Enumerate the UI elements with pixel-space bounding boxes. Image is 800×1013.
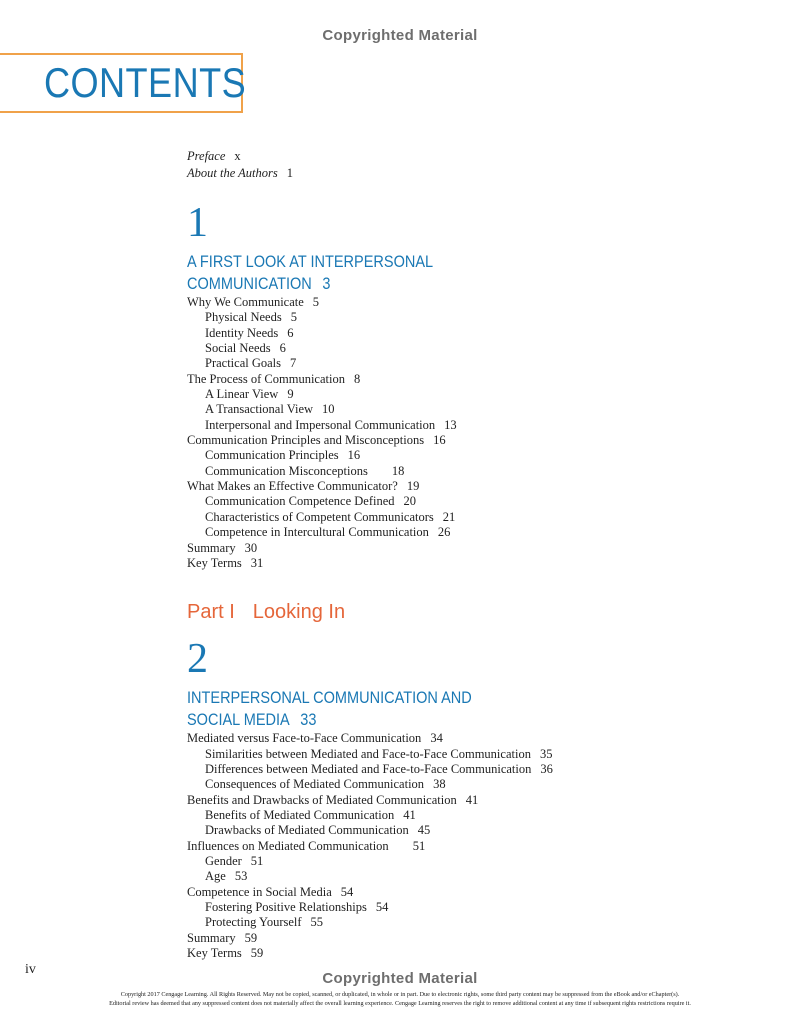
toc-entry[interactable]: Key Terms 59	[187, 946, 264, 960]
toc-entry[interactable]: Communication Misconceptions 18	[205, 463, 405, 478]
toc-entry[interactable]: The Process of Communication 8	[187, 371, 361, 386]
toc-entry[interactable]: A Transactional View 10	[205, 402, 335, 417]
toc-entry[interactable]: Drawbacks of Mediated Communication 45	[205, 823, 431, 838]
toc-entry[interactable]: Key Terms 31	[187, 555, 264, 570]
toc-entry[interactable]: Physical Needs 5	[205, 310, 297, 325]
copyright-watermark-top: Copyrighted Material	[322, 27, 478, 44]
toc-entry[interactable]: Age 53	[205, 869, 248, 884]
toc-entry[interactable]: Identity Needs 6	[205, 325, 294, 340]
table-of-contents	[187, 148, 767, 961]
toc-entry[interactable]: Practical Goals 7	[205, 356, 297, 371]
toc-entry[interactable]: Differences between Mediated and Face-to-Face Communication 36	[205, 761, 553, 776]
toc-entry[interactable]: Social Needs 6	[205, 341, 286, 356]
toc-front-entry-about-authors[interactable]: About the Authors 1	[187, 166, 293, 180]
chapter-title[interactable]: COMMUNICATION 3	[187, 275, 331, 293]
toc-entry[interactable]: Fostering Positive Relationships 54	[205, 899, 389, 914]
toc-entry[interactable]: Summary 59	[187, 930, 258, 945]
toc-entry[interactable]: Gender 51	[205, 853, 264, 868]
toc-front-entry-preface[interactable]: Preface x	[187, 149, 241, 163]
chapter-entries	[187, 295, 767, 571]
toc-entry[interactable]: Interpersonal and Impersonal Communication 13	[205, 417, 457, 432]
page-title: CONTENTS	[44, 59, 247, 106]
toc-entry[interactable]: What Makes an Effective Communicator? 19	[187, 479, 420, 494]
toc-entry[interactable]: Why We Communicate 5	[187, 295, 320, 309]
page-number: iv	[25, 962, 36, 977]
toc-entry[interactable]: Benefits of Mediated Communication 41	[205, 807, 416, 822]
chapter-title[interactable]: A FIRST LOOK AT INTERPERSONAL	[187, 253, 434, 271]
part-heading[interactable]: Part I Looking In	[187, 601, 346, 624]
toc-entry[interactable]: Protecting Yourself 55	[205, 915, 324, 930]
toc-entry[interactable]: Similarities between Mediated and Face-to-Face Communication 35	[205, 746, 553, 761]
chapter-title[interactable]: INTERPERSONAL COMMUNICATION AND	[187, 689, 472, 708]
toc-entry[interactable]: Mediated versus Face-to-Face Communication 34	[187, 731, 443, 746]
chapter-number: 2	[187, 636, 208, 683]
toc-entry[interactable]: Competence in Social Media 54	[187, 884, 354, 899]
chapter-number: 1	[187, 200, 208, 246]
toc-entry[interactable]: Consequences of Mediated Communication 38	[205, 777, 446, 792]
copyright-watermark-bottom: Copyrighted Material	[322, 970, 478, 987]
toc-entry[interactable]: Benefits and Drawbacks of Mediated Communication 41	[187, 792, 479, 807]
toc-entry[interactable]: Competence in Intercultural Communication 26	[205, 525, 451, 540]
chapter-title[interactable]: SOCIAL MEDIA 33	[187, 711, 317, 730]
toc-entry[interactable]: Summary 30	[187, 540, 258, 555]
toc-entry[interactable]: Characteristics of Competent Communicators 21	[205, 509, 456, 524]
toc-entry[interactable]: Communication Competence Defined 20	[205, 494, 417, 509]
toc-entry[interactable]: Influences on Mediated Communication 51	[187, 838, 426, 853]
toc-entry[interactable]: Communication Principles and Misconceptions 16	[187, 433, 446, 448]
toc-entry[interactable]: A Linear View 9	[205, 387, 294, 402]
toc-entry[interactable]: Communication Principles 16	[205, 448, 361, 463]
legal-notice: Copyright 2017 Cengage Learning. All Rights Reserved. May not be copied, scanned, or duplicated, in whole or in part. Due to electronic rights, some third party content may be suppressed from the eBook and/or eChapter(s). Editorial review has deemed that any suppressed content does not materially affect the overall learning experience. Cengage Learning reserves the right to remove additional content at any time if subsequent rights restrictions require it.	[109, 991, 691, 1007]
chapter-entries	[187, 731, 767, 961]
